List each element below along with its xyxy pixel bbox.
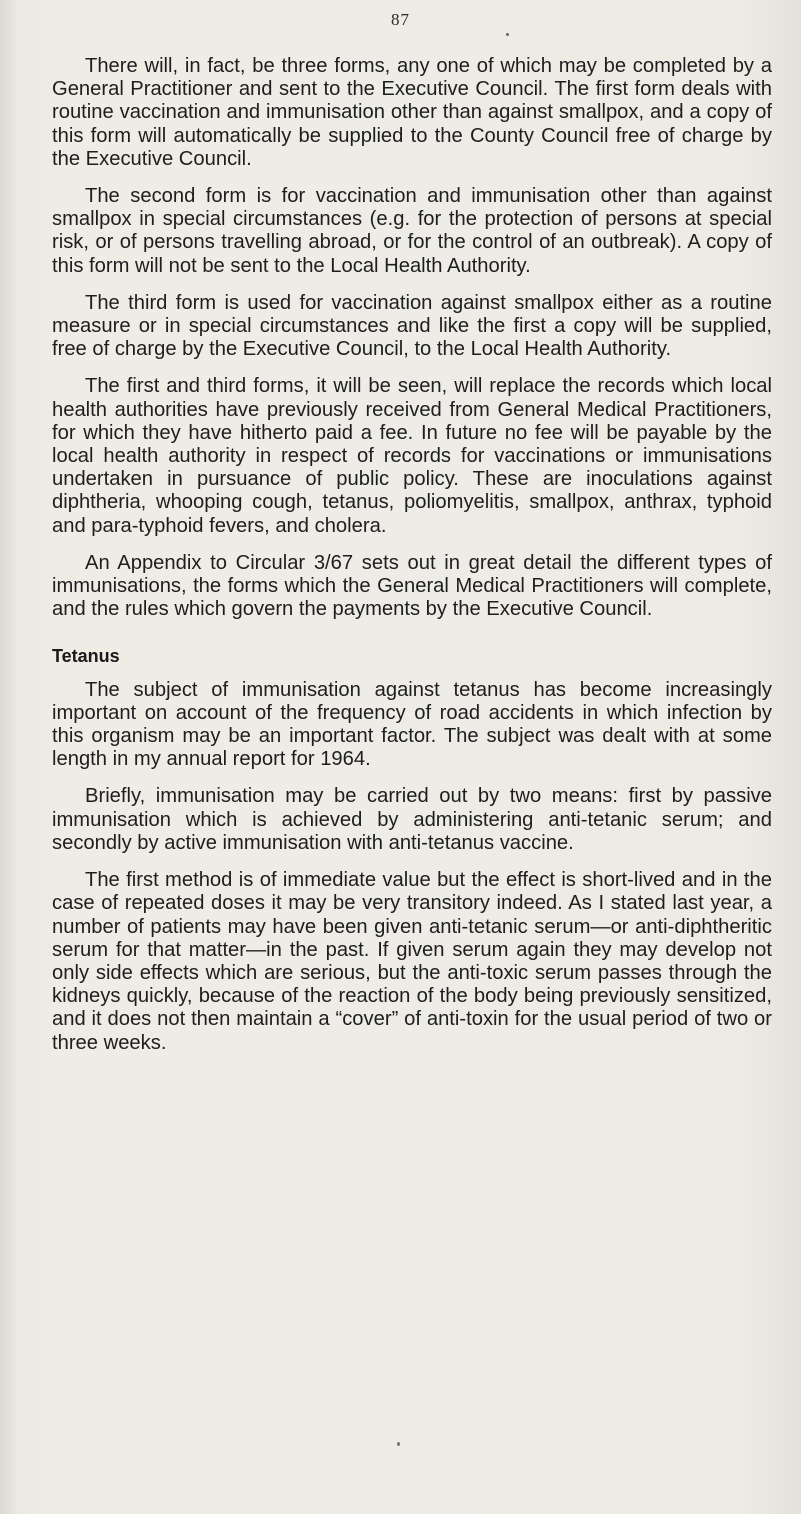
paragraph-tetanus-importance: The subject of immunisation against tetanus has become increasingly important on account of the frequency of road accidents in which infection by this organism may be an important factor. The subject was dealt with at some length in my annual report for 1964. [52, 678, 772, 771]
paragraph-third-form: The third form is used for vaccination against smallpox either as a routine measure or in special circumstances and like the first a copy will be supplied, free of charge by the Executive Council, to the Local Health Authority. [52, 291, 772, 361]
paragraph-circular-appendix: An Appendix to Circular 3/67 sets out in great detail the different types of immunisations, the forms which the General Medical Practitioners will complete, and the rules which govern the payments by the Executive Council. [52, 551, 772, 621]
paragraph-forms-intro: There will, in fact, be three forms, any one of which may be completed by a General Practitioner and sent to the Executive Council. The first form deals with routine vaccination and immunisation other than against smallpox, and a copy of this form will automatically be supplied to the County Council free of charge by the Executive Council. [52, 55, 772, 170]
paragraph-tetanus-methods: Briefly, immunisation may be carried out by two means: first by passive immunisation which is achieved by administering anti-tetanic serum; and secondly by active immunisation with anti-tetanus vaccine. [52, 785, 772, 854]
print-speck [506, 33, 509, 36]
paragraph-second-form: The second form is for vaccination and immunisation other than against smallpox in special circumstances (e.g. for the protection of persons at special risk, or of persons travelling abroad, or for the control of an outbreak). A copy of this form will not be sent to the Local Health Authority. [52, 185, 772, 277]
page-number: 87 [391, 10, 410, 29]
paragraph-records-replacement: The first and third forms, it will be seen, will replace the records which local health authorities have previously received from General Medical Practitioners, for which they have hitherto paid a fee. In future no fee will be payable by the local health authority in respect of records for vaccinations or immunisations undertaken in pursuance of public policy. These are inoculations against diphtheria, whooping cough, tetanus, poliomyelitis, smallpox, anthrax, typhoid and para-typhoid fevers, and cholera. [52, 375, 772, 537]
section-heading-tetanus: Tetanus [52, 646, 120, 667]
paragraph-tetanus-first-method: The first method is of immediate value but the effect is short-lived and in the case of repeated doses it may be very transitory indeed. As I stated last year, a number of patients may have been given anti-tetanic serum—or anti-diphtheritic serum for that matter—in the past. If given serum again they may develop not only side effects which are serious, but the anti-toxic serum passes through the kidneys quickly, because of the reaction of the body being previously sensitized, and it does not then maintain a “cover” of anti-toxin for the usual period of two or three weeks. [52, 869, 772, 1054]
print-speck [397, 1442, 400, 1446]
document-body [52, 55, 772, 1069]
